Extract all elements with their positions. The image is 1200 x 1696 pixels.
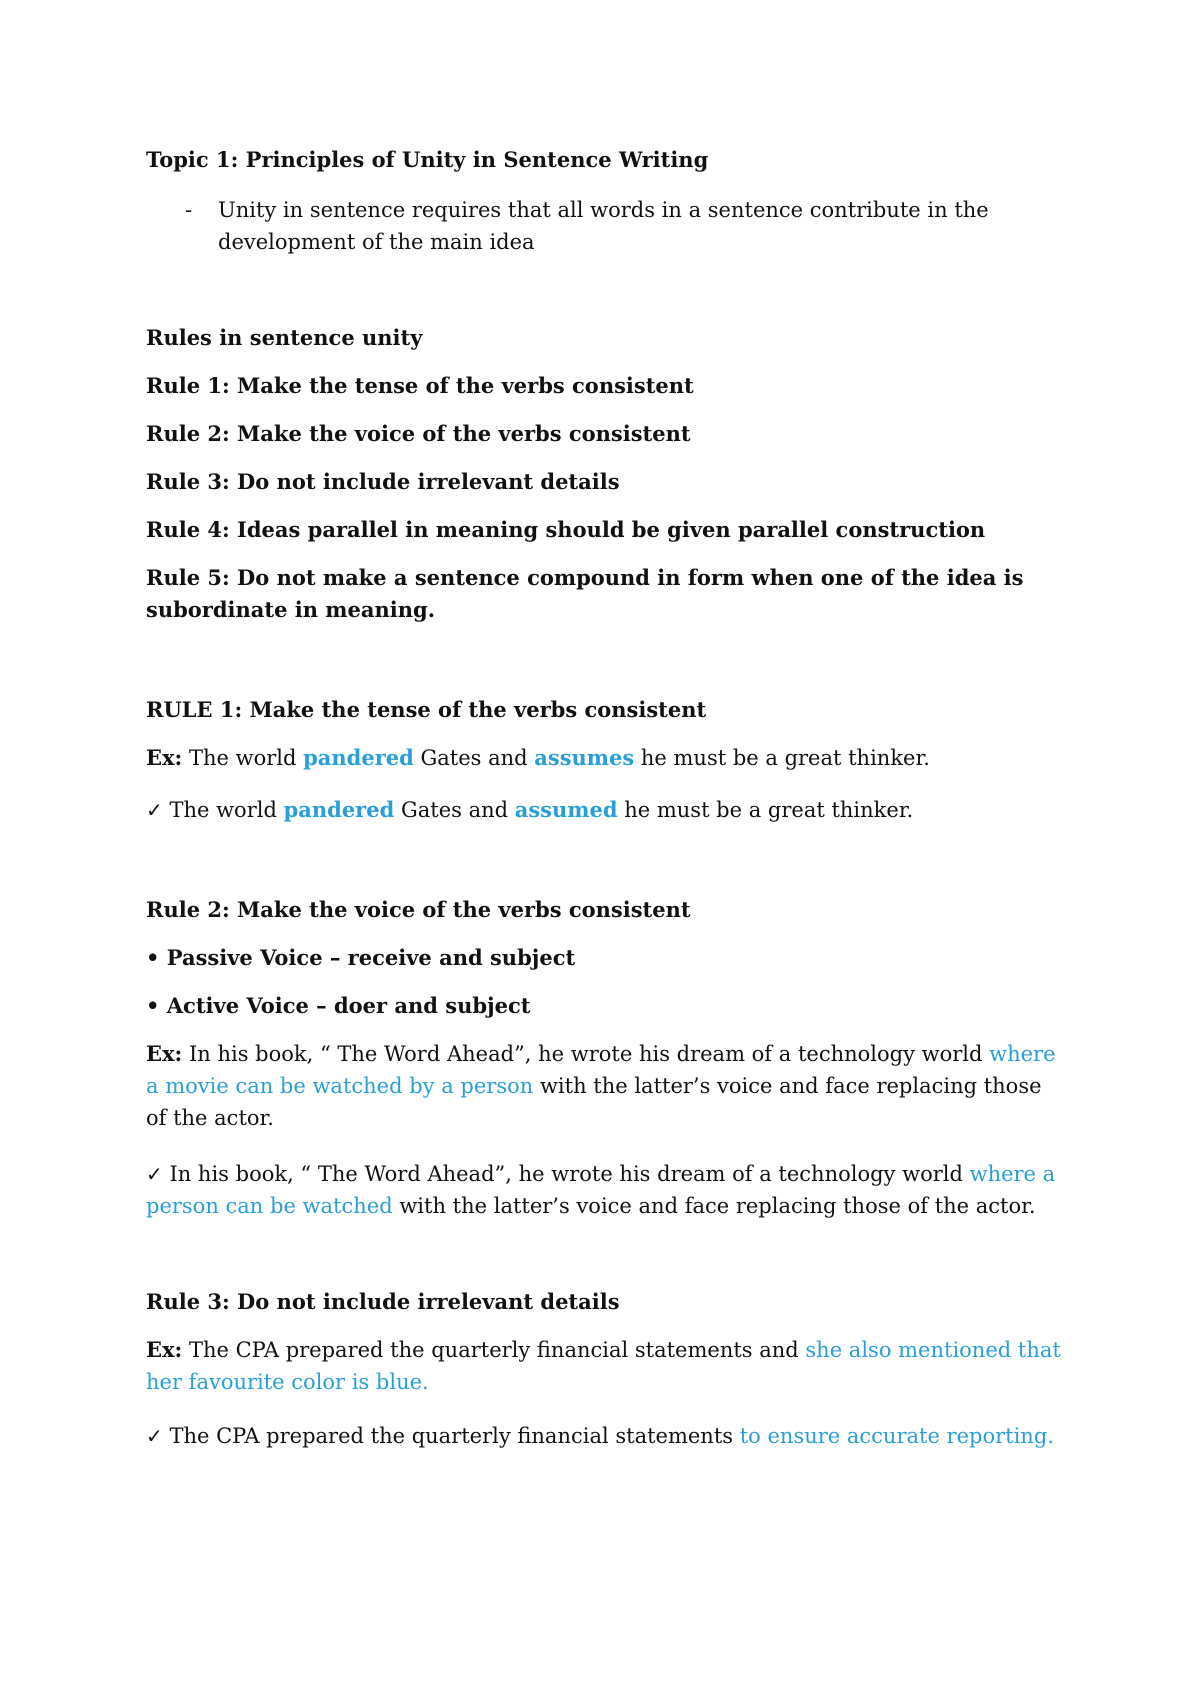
rule3-heading: Rule 3: Do not include irrelevant details <box>146 1289 620 1314</box>
rule2-bullet-active: • Active Voice – doer and subject <box>146 993 531 1018</box>
example-label: Ex: <box>146 745 183 770</box>
rule1-example <box>146 742 1066 774</box>
rules-item-1: Rule 1: Make the tense of the verbs consistent <box>146 373 694 398</box>
dash-bullet: - <box>185 198 193 222</box>
checkmark-icon: ✓ <box>146 798 163 822</box>
correction-text: with the latter’s voice and face replacing those of the actor. <box>392 1194 1036 1218</box>
rule3-correction <box>146 1420 1066 1452</box>
correction-text: The world <box>162 798 284 822</box>
topic-definition: Unity in sentence requires that all words in a sentence contribute in the development of the main idea <box>218 198 989 254</box>
checkmark-icon: ✓ <box>146 1424 163 1448</box>
correction-text: The CPA prepared the quarterly financial statements <box>162 1424 740 1448</box>
example-label: Ex: <box>146 1041 183 1066</box>
rule1-correction <box>146 794 1066 826</box>
example-text: with the latter’s voice and face replacing those of the actor. <box>146 1074 1042 1130</box>
topic-title: Topic 1: Principles of Unity in Sentence Writing <box>146 147 709 172</box>
rule2-correction <box>146 1158 1066 1222</box>
highlight-phrase: where a person can be watched <box>146 1162 1056 1218</box>
correction-text: Gates and <box>394 798 515 822</box>
rules-item-4: Rule 4: Ideas parallel in meaning should be given parallel construction <box>146 517 986 542</box>
highlight-verb: pandered <box>283 797 395 822</box>
highlight-verb: pandered <box>303 745 414 770</box>
example-text: The world <box>182 746 304 770</box>
example-text: he must be a great thinker. <box>634 746 930 770</box>
correction-text: In his book, “ The Word Ahead”, he wrote his dream of a technology world <box>162 1162 970 1186</box>
example-text: In his book, “ The Word Ahead”, he wrote his dream of a technology world <box>182 1042 990 1066</box>
rules-item-3: Rule 3: Do not include irrelevant details <box>146 469 620 494</box>
example-text: Gates and <box>413 746 535 770</box>
example-text: The CPA prepared the quarterly financial statements and <box>182 1338 806 1362</box>
rule2-bullet-passive: • Passive Voice – receive and subject <box>146 945 576 970</box>
highlight-phrase: she also mentioned that her favourite color is blue. <box>146 1338 1061 1394</box>
rule3-example <box>146 1334 1066 1398</box>
rule2-heading: Rule 2: Make the voice of the verbs consistent <box>146 897 691 922</box>
highlight-verb: assumed <box>514 797 618 822</box>
rules-item-2: Rule 2: Make the voice of the verbs consistent <box>146 421 691 446</box>
example-label: Ex: <box>146 1337 183 1362</box>
rules-item-5: Rule 5: Do not make a sentence compound in form when one of the idea is subordinate in meaning. <box>146 565 1024 622</box>
rule2-example <box>146 1038 1066 1134</box>
checkmark-icon: ✓ <box>146 1162 163 1186</box>
highlight-verb: assumes <box>534 745 635 770</box>
highlight-phrase: where a movie can be watched by a person <box>146 1042 1056 1098</box>
highlight-phrase: to ensure accurate reporting. <box>739 1424 1054 1448</box>
rule1-heading: RULE 1: Make the tense of the verbs consistent <box>146 697 707 722</box>
correction-text: he must be a great thinker. <box>617 798 914 822</box>
rules-heading: Rules in sentence unity <box>146 325 423 350</box>
